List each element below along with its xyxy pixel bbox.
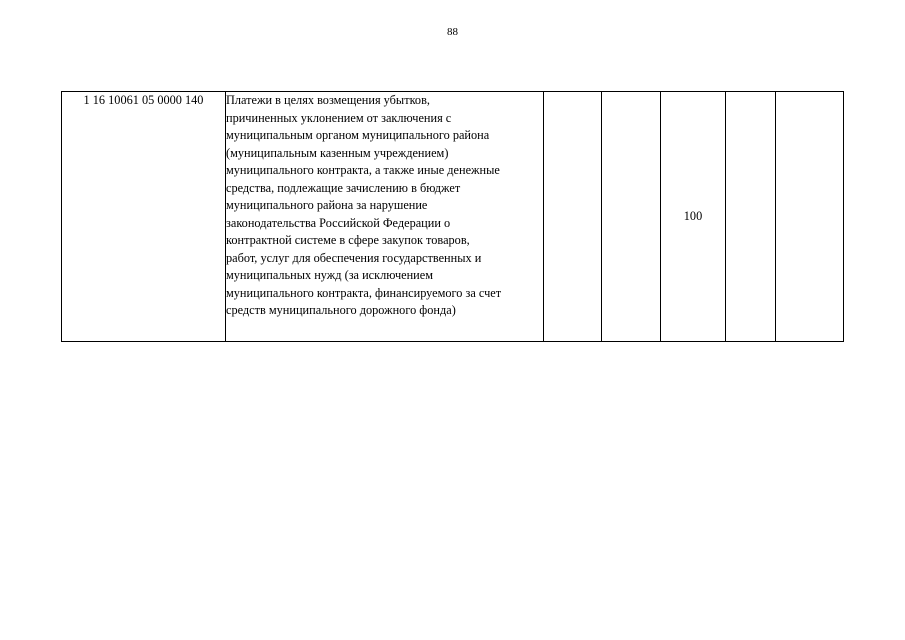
description-line: муниципальным органом муниципального района <box>226 128 490 142</box>
description-line: (муниципальным казенным учреждением) <box>226 145 449 160</box>
page-number: 88 <box>447 26 458 38</box>
description-line: муниципального контракта, финансируемого за счет <box>226 285 502 300</box>
value-cell-6 <box>726 92 776 342</box>
description-line: муниципального района за нарушение <box>226 198 428 212</box>
table-row <box>62 92 844 342</box>
description-line: контрактной системе в сфере закупок товаров, <box>226 233 470 247</box>
budget-code-cell: 1 16 10061 05 0000 140 <box>62 92 226 342</box>
value-cell-7 <box>776 92 844 342</box>
description-line: муниципального контракта, а также иные денежные <box>226 163 500 177</box>
value-cell-4 <box>602 92 661 342</box>
description-line: причиненных уклонением от заключения с <box>226 110 452 125</box>
description-line: средств муниципального дорожного фонда) <box>226 303 456 317</box>
description-line: средства, подлежащие зачислению в бюджет <box>226 180 461 195</box>
description-line: Платежи в целях возмещения убытков, <box>226 93 430 107</box>
value-cell-3 <box>544 92 602 342</box>
description-line: муниципальных нужд (за исключением <box>226 268 433 282</box>
description-line: работ, услуг для обеспечения государственных и <box>226 250 482 265</box>
percent-value-cell: 100 <box>661 92 726 342</box>
description-cell <box>226 92 544 342</box>
description-line: законодательства Российской Федерации о <box>226 215 451 230</box>
budget-codes-table <box>61 91 844 342</box>
